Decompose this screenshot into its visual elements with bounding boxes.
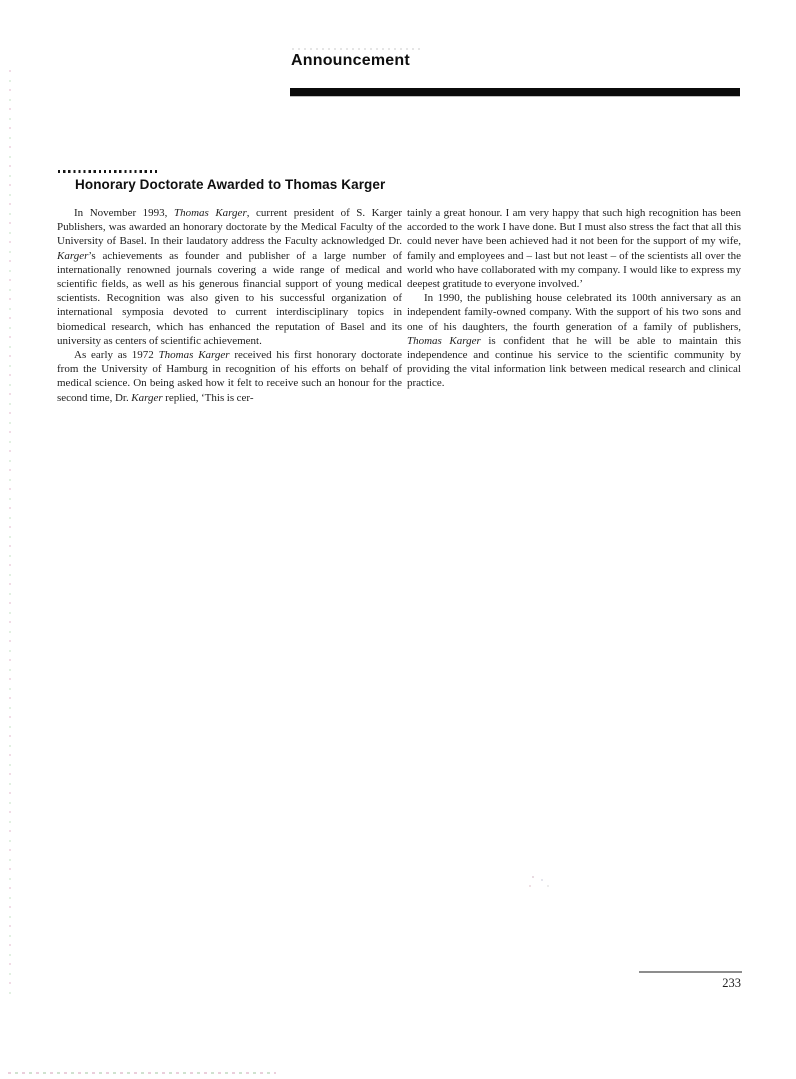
footer-rule [639, 971, 742, 973]
italic-text-run: Karger [131, 391, 163, 404]
text-run: replied, ‘This is cer- [162, 391, 254, 404]
text-run: is confident that he will be able to maintain this independence and continue his service to the scientific community by providing the vital information link between medical research and clinical practice. [407, 334, 742, 390]
italic-text-run: Thomas Karger [173, 207, 247, 219]
text-run: tainly a great honour. I am very happy that such high recognition has been accorded to the work I have done. But I must also stress the fact that all this could never have been achieved had it not been for the support of my wife, family and employees and – last but not least – of the scientists all over the world who have collaborated with my company. I would like to express my deepest gratitude to everyone involved.’ [407, 207, 741, 291]
section-header: Announcement [291, 52, 410, 69]
scan-artifact-header-dots [292, 48, 422, 50]
italic-text-run: Thomas Karger [158, 349, 230, 362]
page-number: 233 [722, 976, 741, 990]
italic-text-run: Karger [57, 249, 89, 262]
header-rule [290, 88, 740, 96]
article-title: Honorary Doctorate Awarded to Thomas Karger [75, 177, 386, 192]
text-run: received his first honorary doctorate from the University of Hamburg in recognition of his efforts on behalf of medical science. On being asked how it felt to receive such an honour for the second time, Dr. [57, 349, 402, 404]
italic-text-run: Thomas Karger [407, 334, 481, 347]
paragraph [407, 291, 741, 390]
text-run: , current president of S. Karger Publishers, was awarded an honorary doctorate by the Medical Faculty of the University of Basel. In their laudatory address the Faculty acknowledged Dr. [57, 207, 403, 248]
text-run: In 1990, the publishing house celebrated its 100th anniversary as an independent family-owned company. With the support of his two sons and one of his daughters, the fourth generation of a family of publishers, [407, 292, 741, 333]
paragraph [57, 348, 402, 405]
paragraph [407, 206, 741, 291]
text-run: ’s achievements as founder and publisher of a large number of internationally renowned journals covering a wide range of medical and scientific fields, as well as his generous financial support of young medical scientists. Recognition was also given to his successful organization of international symposia devoted to current interdisciplinary topics in biomedical research, which has enhanced the reputation of Basel and its university as centers of scientific achievement. [57, 249, 402, 347]
title-dotted-rule [58, 170, 160, 173]
text-run: As early as 1972 [74, 349, 159, 362]
scan-artifact-bottom-dashes [8, 1072, 276, 1074]
text-run: In November 1993, [74, 207, 174, 219]
paragraph [57, 206, 402, 348]
scan-artifact-left-margin [9, 70, 11, 1000]
article-column-left [57, 206, 402, 405]
scan-artifact-smudge [532, 876, 534, 878]
article-column-right [407, 206, 741, 391]
